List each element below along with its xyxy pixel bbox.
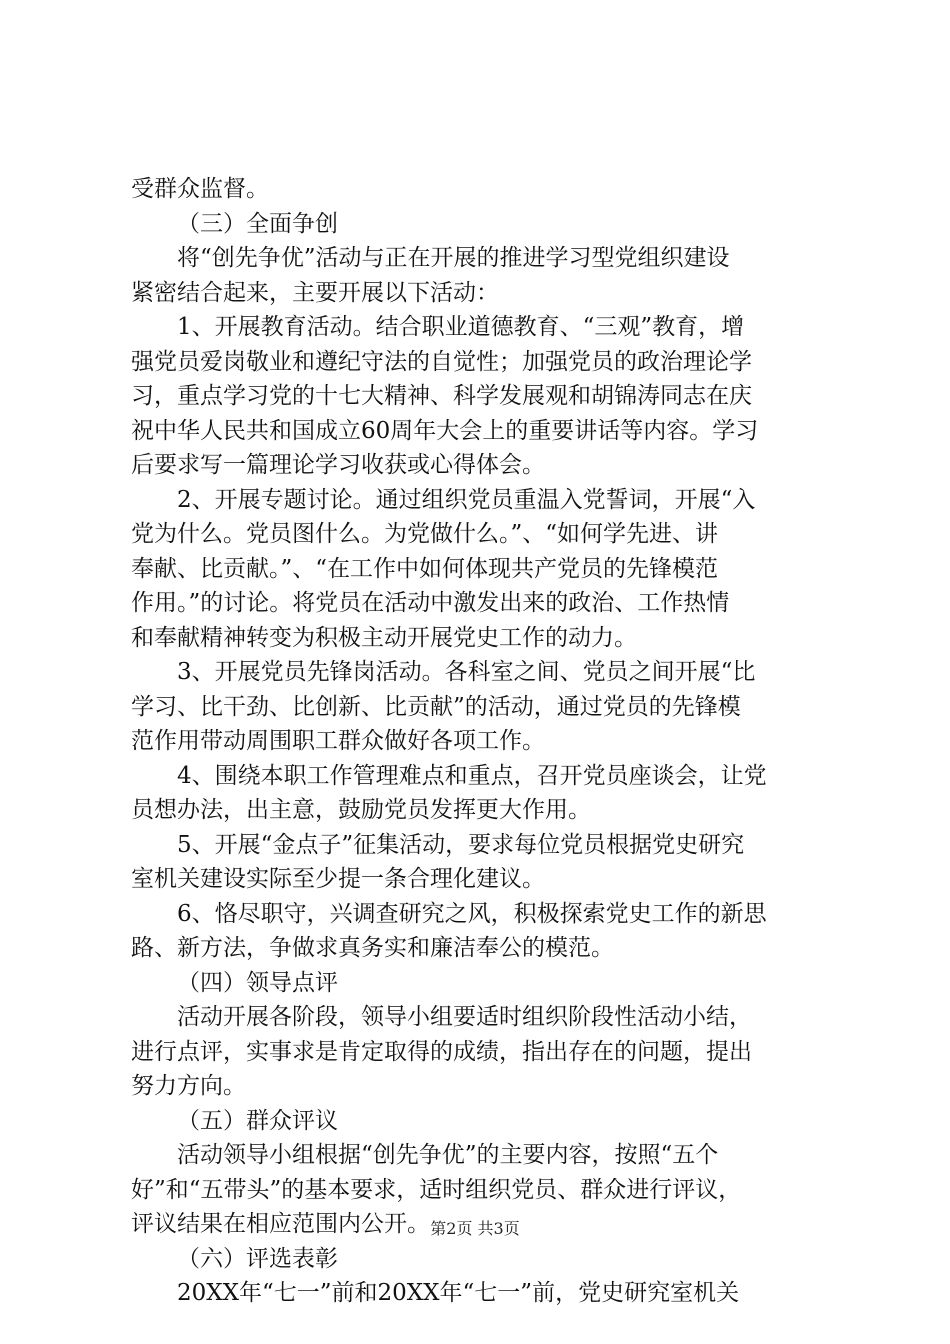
text-line: 作用。”的讨论。将党员在活动中激发出来的政治、工作热情	[131, 590, 730, 616]
text-line: 受群众监督。	[131, 176, 269, 202]
text-line: 20XX年“七一”前和20XX年“七一”前，党史研究室机关	[177, 1280, 740, 1306]
text-line: 员想办法，出主意，鼓励党员发挥更大作用。	[131, 797, 591, 823]
text-line: 努力方向。	[131, 1073, 246, 1099]
text-line: 范作用带动周围职工群众做好各项工作。	[131, 728, 545, 754]
text-line: 进行点评，实事求是肯定取得的成绩，指出存在的问题，提出	[131, 1038, 752, 1065]
text-line: 将“创先争优”活动与正在开展的推进学习型党组织建设	[177, 245, 730, 271]
text-line: 紧密结合起来，主要开展以下活动：	[131, 279, 499, 306]
text-line: 3、开展党员先锋岗活动。各科室之间、党员之间开展“比	[177, 659, 756, 685]
text-line: 室机关建设实际至少提一条合理化建议。	[131, 866, 545, 892]
section-heading: （四）领导点评	[177, 969, 338, 996]
text-line: 活动领导小组根据“创先争优”的主要内容，按照“五个	[177, 1142, 719, 1168]
text-line: 党为什么。党员图什么。为党做什么。”、“如何学先进、讲	[131, 521, 719, 547]
text-line: 2、开展专题讨论。通过组织党员重温入党誓词，开展“入	[177, 486, 756, 513]
text-line: 路、新方法，争做求真务实和廉洁奉公的模范。	[131, 935, 614, 961]
page-footer: 第2页 共3页	[430, 1219, 520, 1238]
text-line: 6、恪尽职守，兴调查研究之风，积极探索党史工作的新思	[177, 900, 767, 927]
text-line: 强党员爱岗敬业和遵纪守法的自觉性；加强党员的政治理论学	[131, 348, 752, 375]
text-line: 4、围绕本职工作管理难点和重点，召开党员座谈会，让党	[177, 762, 767, 789]
document-body	[131, 172, 831, 1311]
text-line: 祝中华人民共和国成立60周年大会上的重要讲话等内容。学习	[131, 417, 759, 444]
text-line: 好”和“五带头”的基本要求，适时组织党员、群众进行评议，	[131, 1176, 742, 1203]
text-line: 习，重点学习党的十七大精神、科学发展观和胡锦涛同志在庆	[131, 383, 752, 409]
text-line: 活动开展各阶段，领导小组要适时组织阶段性活动小结，	[177, 1004, 752, 1030]
text-line: 1、开展教育活动。结合职业道德教育、“三观”教育，增	[177, 314, 745, 340]
text-line: 和奉献精神转变为积极主动开展党史工作的动力。	[131, 624, 637, 651]
text-line: 奉献、比贡献。”、“在工作中如何体现共产党员的先锋模范	[131, 555, 719, 582]
text-line: 后要求写一篇理论学习收获或心得体会。	[131, 452, 545, 478]
section-heading: （五）群众评议	[177, 1107, 338, 1134]
text-line: 评议结果在相应范围内公开。	[131, 1211, 430, 1237]
text-line: 学习、比干劲、比创新、比贡献”的活动，通过党员的先锋模	[131, 693, 741, 720]
section-heading: （三）全面争创	[177, 210, 338, 237]
text-line: 5、开展“金点子”征集活动，要求每位党员根据党史研究	[177, 831, 745, 858]
section-heading: （六）评选表彰	[177, 1245, 338, 1272]
